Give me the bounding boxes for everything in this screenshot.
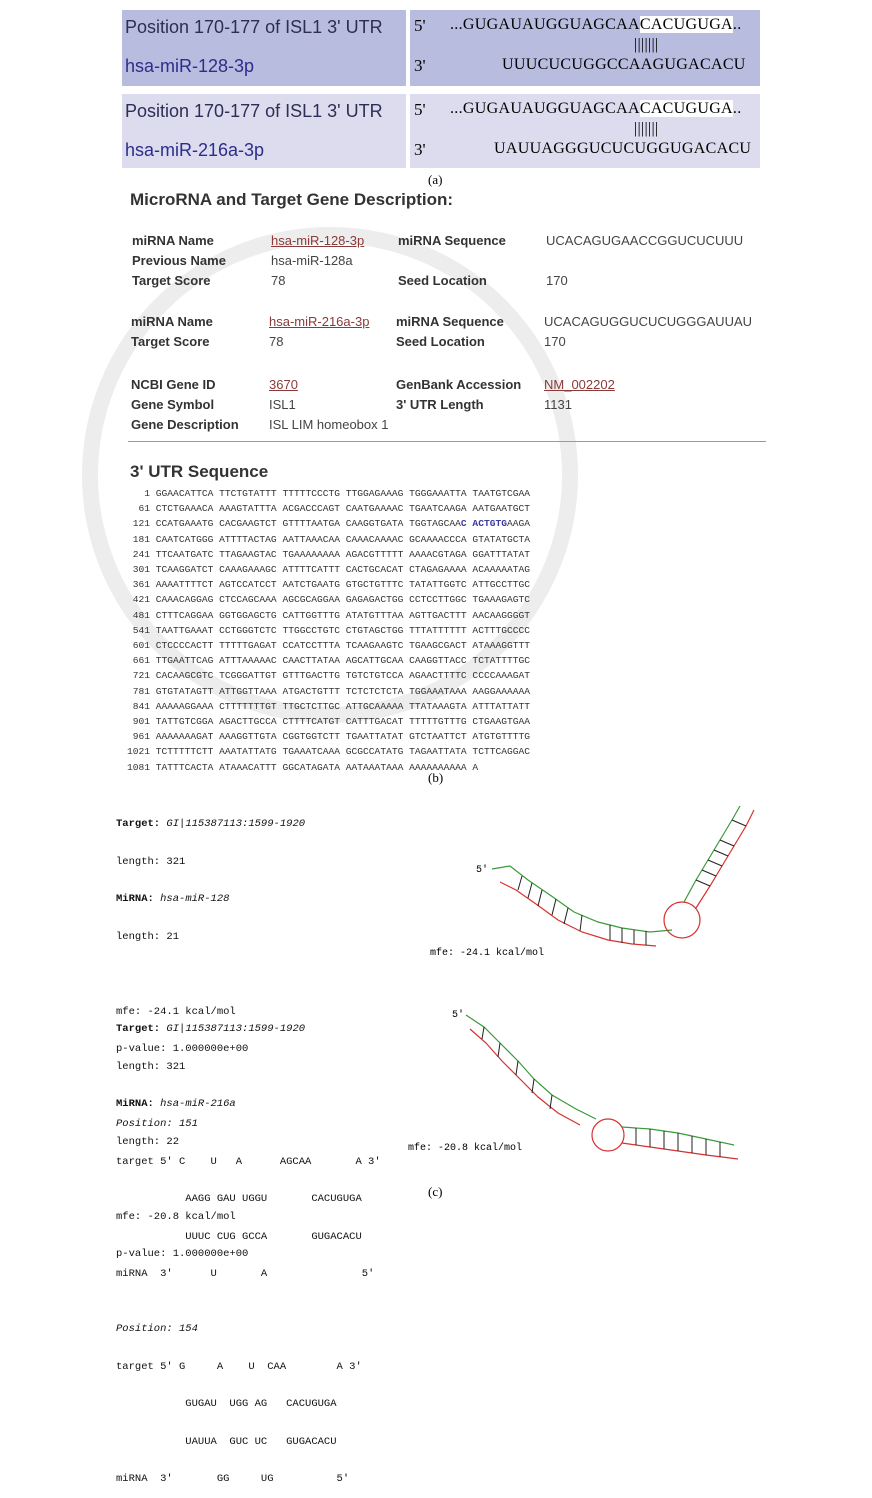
svg-text:mfe: -20.8 kcal/mol: mfe: -20.8 kcal/mol <box>408 1143 523 1154</box>
alignment-label-cell <box>122 10 406 86</box>
mirna-sequence: UUUCUCUGGCCAAGUGACACU <box>502 56 746 73</box>
five-prime-end: 5' <box>414 100 426 119</box>
alignment-block-2 <box>122 94 760 168</box>
utr-line: 901 TATTGTCGGA AGACTTGCCA CTTTTCATGT CATTTGACAT TTTTTGTTTG CTGAAGTGAA <box>127 716 531 728</box>
svg-text:mfe: -24.1 kcal/mol: mfe: -24.1 kcal/mol <box>430 948 545 959</box>
hybrid-structure-1 <box>430 800 760 970</box>
position-label: Position 170-177 of ISL1 3' UTR <box>125 101 383 121</box>
utr-line: 781 GTGTATAGTT ATTGGTTAAA ATGACTGTTT TCTCTCTCTA TGGAAATAAA AAGGAAAAAA <box>127 685 531 697</box>
mirna-label: hsa-miR-128-3p <box>125 56 255 76</box>
genbank-accession-link[interactable]: NM_002202 <box>544 377 615 392</box>
rnahybrid-entry-1: Target: GI|115387113:1599-1920 length: 321 MiRNA: hsa-miR-128 length: 21 mfe: -24.1 kcal/mol p-value: 1.000000e+00 Position: 151 target 5' C U A AGCAA A 3' AAGG GAU UGGU CACUGUGA UUUC CUG GCCA GUGACACU miRNA 3' U A 5' <box>116 818 381 1280</box>
utr-line: 1 GGAACATTCA TTCTGTATTT TTTTTCCCTG TTGGAGAAAG TGGGAAATTA TAATGTCGAA <box>127 488 531 499</box>
target-sequence: ...GUGAUAUGGUAGCAACACUGUGA.. <box>450 100 742 117</box>
seed-highlight: CACUGUGA <box>639 100 733 117</box>
target-score-value: 78 <box>271 273 286 288</box>
five-prime-end: 5' <box>414 16 426 35</box>
seed-location-label: Seed Location <box>398 273 487 288</box>
previous-name-label: Previous Name <box>132 253 226 268</box>
divider <box>128 441 766 442</box>
svg-text:5': 5' <box>452 1010 465 1021</box>
utr-line: 1081 TATTTCACTA ATAAACATTT GGCATAGATA AATAAATAAA AAAAAAAAAA A <box>127 761 479 773</box>
mirna-sequence-label: miRNA Sequence <box>398 233 506 248</box>
gene-description-value: ISL LIM homeobox 1 <box>269 417 389 432</box>
genbank-accession-label: GenBank Accession <box>396 377 522 392</box>
utr-line: 841 AAAAAGGAAA CTTTTTTTGT TTGCTCTTGC ATTGCAAAAA TTATAAAGTA ATTTATTATT <box>127 700 531 712</box>
utr-line: 481 CTTTCAGGAA GGTGGAGCTG CATTGGTTTG ATATGTTTAA AGTTGACTTT AACAAGGGGT <box>127 609 531 621</box>
mirna-label: hsa-miR-216a-3p <box>125 140 265 160</box>
utr-line: 61 CTCTGAAACA AAAGTATTTA ACGACCCAGT CAATGAAAAC TGAATCAAGA AATGAATGCT <box>127 503 531 515</box>
utr-line: 361 AAAATTTTCT AGTCCATCCT AATCTGAATG GTGCTGTTTC TATATTGGTC ATTGCCTTGC <box>127 579 531 591</box>
target-score-label: Target Score <box>131 334 210 349</box>
svg-text:5': 5' <box>476 865 489 876</box>
utr-line: 601 CTCCCCACTT TTTTTGAGAT CCATCCTTTA TCAAGAAGTC TGAAGCGACT ATAAAGGTTT <box>127 640 531 652</box>
mirna-name-label: miRNA Name <box>132 233 214 248</box>
utr-line: 661 TTGAATTCAG ATTTAAAAAC CAACTTATAA AGCATTGCAA CAAGGTTACC TCTATTTTGC <box>127 655 531 667</box>
target-sequence: ...GUGAUAUGGUAGCAACACUGUGA.. <box>450 16 742 33</box>
alignment-label-cell <box>122 94 406 168</box>
seed-location-label: Seed Location <box>396 334 485 349</box>
rnahybrid-entry-2: Target: GI|115387113:1599-1920 length: 321 MiRNA: hsa-miR-216a length: 22 mfe: -20.8 kcal/mol p-value: 1.000000e+00 Position: 154 target 5' G A U CAA A 3' GUGAU UGG AG CACUGUGA UAUUA GUC UC GUGACACU miRNA 3' GG UG 5' <box>116 1023 362 1485</box>
hybrid-structure-2 <box>400 1005 752 1170</box>
utr-sequence-title: 3' UTR Sequence <box>130 462 269 481</box>
utr-line: 541 TAATTGAAAT CCTGGGTCTC TTGGCCTGTC CTGTAGCTGG TTTATTTTTT ACTTTGCCCC <box>127 624 531 636</box>
mirna-name-link[interactable]: hsa-miR-216a-3p <box>269 314 370 329</box>
utr-line: 241 TTCAATGATC TTAGAAGTAC TGAAAAAAAA AGACGTTTTT AAAACGTAGA GGATTTATAT <box>127 548 531 560</box>
utr-line: 181 CAATCATGGG ATTTTACTAG AATTAAACAA CAAACAAAAC GCAAAACCCA GTATATGCTA <box>127 533 531 545</box>
target-score-label: Target Score <box>132 273 211 288</box>
caption-b: (b) <box>428 770 444 785</box>
position-label: Position 170-177 of ISL1 3' UTR <box>125 17 383 37</box>
mirna-name-link[interactable]: hsa-miR-128-3p <box>271 233 365 248</box>
caption-a: (a) <box>428 172 443 187</box>
alignment-seq-cell <box>410 10 760 86</box>
utr-line: 301 TCAAGGATCT CAAAGAAAGC ATTTTCATTT CACTGCACAT CTAGAGAAAA ACAAAAATAG <box>127 564 531 576</box>
description-title: MicroRNA and Target Gene Description: <box>130 190 454 209</box>
alignment-block-1 <box>122 10 760 86</box>
utr-length-label: 3' UTR Length <box>396 397 484 412</box>
base-pairs: ||||||| <box>634 36 659 53</box>
mirna-sequence-value: UCACAGUGGUCUCUGGGAUUAU <box>544 314 753 329</box>
gene-symbol-label: Gene Symbol <box>131 397 215 412</box>
utr-line: 961 AAAAAAAGAT AAAGGTTGTA CGGTGGTCTT TGAATTATAT GTCTAATTCT ATGTGTTTTG <box>127 731 531 743</box>
ncbi-gene-id-link[interactable]: 3670 <box>269 377 298 392</box>
previous-name-value: hsa-miR-128a <box>271 253 353 268</box>
seed-highlight: CACUGUGA <box>639 16 733 33</box>
alignment-seq-cell <box>410 94 760 168</box>
ncbi-gene-id-label: NCBI Gene ID <box>131 377 216 392</box>
utr-line: 421 CAAACAGGAG CTCCAGCAAA AGCGCAGGAA GAGAGACTGG CCTCCTTGGC TGAAAGAGTC <box>127 594 531 606</box>
mirna-name-label: miRNA Name <box>131 314 213 329</box>
utr-sequence-block <box>127 486 530 775</box>
utr-length-value: 1131 <box>544 397 572 412</box>
target-score-value: 78 <box>269 334 284 349</box>
seed-location-value: 170 <box>544 334 566 349</box>
seed-highlight: C ACTGTG <box>460 518 507 530</box>
three-prime-end: 3' <box>414 140 426 159</box>
gene-description-label: Gene Description <box>131 417 239 432</box>
mirna-sequence-value: UCACAGUGAACCGGUCUCUUU <box>546 233 744 248</box>
seed-location-value: 170 <box>546 273 568 288</box>
mirna-sequence: UAUUAGGGUCUCUGGUGACACU <box>494 140 752 157</box>
utr-line: 1021 TCTTTTTCTT AAATATTATG TGAAATCAAA GCGCCATATG TAGAATTATA TCTTCAGGAC <box>127 746 531 758</box>
caption-c: (c) <box>428 1184 443 1199</box>
three-prime-end: 3' <box>414 56 426 75</box>
mirna-sequence-label: miRNA Sequence <box>396 314 504 329</box>
utr-line: 721 CACAAGCGTC TCGGGATTGT GTTTGACTTG TGTCTGTCCA AGAACTTTTC CCCCAAAGAT <box>127 670 531 682</box>
gene-symbol-value: ISL1 <box>269 397 296 412</box>
utr-line-seed: 121 CCATGAAATG CACGAAGTCT GTTTTAATGA CAAGGTGATA TGGTAGCAAC ACTGTGAAGA <box>127 518 531 530</box>
base-pairs: ||||||| <box>634 120 659 137</box>
